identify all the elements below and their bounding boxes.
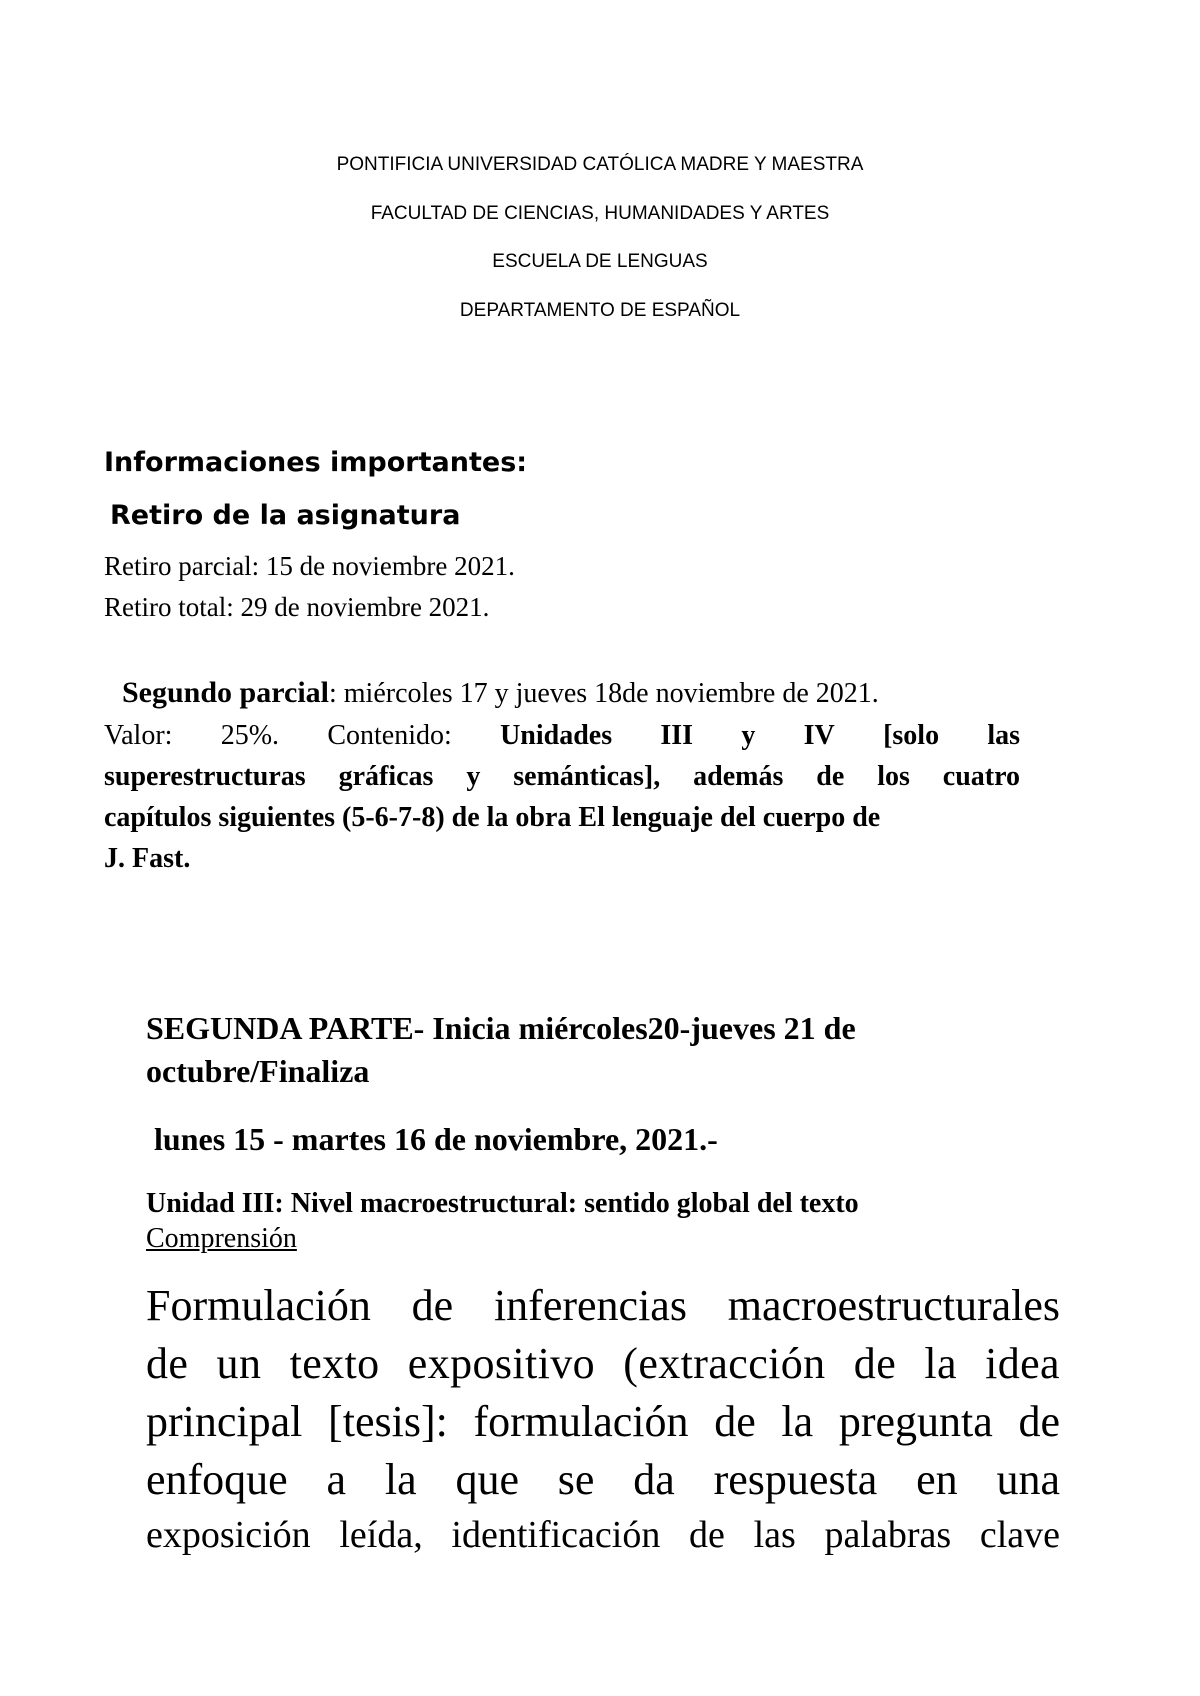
exam-date: : miércoles 17 y jueves 18de noviembre de 2021. [329,678,879,709]
second-part-title-line-2: octubre/Finaliza [146,1053,370,1089]
exam-date-line [122,676,879,710]
exam-label: Segundo parcial [122,676,329,709]
word: [solo [883,720,940,751]
university-name: PONTIFICIA UNIVERSIDAD CATÓLICA MADRE Y MAESTRA [336,154,864,175]
withdrawal-heading: Retiro de la asignatura [110,500,461,531]
body-line-3: principal [tesis]: formulación de la pregunta de [146,1397,1060,1446]
word: que [455,1455,519,1504]
word: superestructuras [104,761,306,792]
exam-content-line-4: J. Fast. [104,843,191,874]
word: da [633,1455,675,1504]
second-part-end-date: lunes 15 - martes 16 de noviembre, 2021.- [154,1121,718,1157]
exam-value-line [104,720,1020,752]
exam-content-line [104,761,1020,793]
body-line-4 [146,1454,1060,1505]
school-name: ESCUELA DE LENGUAS [492,251,708,272]
word: respuesta [713,1455,878,1504]
word: y [466,761,481,792]
word: una [996,1455,1061,1504]
word: la [384,1455,417,1504]
body-line-2: de un texto expositivo (extracción de la idea [146,1339,1060,1388]
word: los [877,761,910,792]
exam-content-line-3: capítulos siguientes (5-6-7-8) de la obra El lenguaje del cuerpo de [104,802,881,833]
word: a [326,1455,347,1504]
department-name: DEPARTAMENTO DE ESPAÑOL [459,300,741,321]
subtopic-label: Comprensión [146,1223,297,1254]
word: de [816,761,845,792]
word: Contenido: [327,720,452,751]
word: IV [803,720,835,751]
word: gráficas [338,761,434,792]
faculty-name: FACULTAD DE CIENCIAS, HUMANIDADES Y ARTES [370,203,830,224]
word: enfoque [146,1455,288,1504]
word: en [916,1455,958,1504]
unit-title: Unidad III: Nivel macroestructural: sentido global del texto [146,1188,859,1219]
body-line-1: Formulación de inferencias macroestructurales [146,1281,1060,1330]
word: y [741,720,756,751]
second-part-title-line-1: SEGUNDA PARTE- Inicia miércoles20-jueves 21 de [146,1010,856,1046]
body-line-5: exposición leída, identificación de las palabras clave [146,1514,1060,1556]
total-withdrawal-date: Retiro total: 29 de noviembre 2021. [104,592,490,622]
word: semánticas], [513,761,661,792]
word: III [660,720,694,751]
info-heading: Informaciones importantes: [104,447,528,478]
word: se [557,1455,595,1504]
word: las [987,720,1021,751]
word: Unidades [500,720,613,751]
word: además [693,761,784,792]
word: 25%. [220,720,280,751]
partial-withdrawal-date: Retiro parcial: 15 de noviembre 2021. [104,551,515,581]
word: cuatro [942,761,1021,792]
word: Valor: [104,720,173,751]
